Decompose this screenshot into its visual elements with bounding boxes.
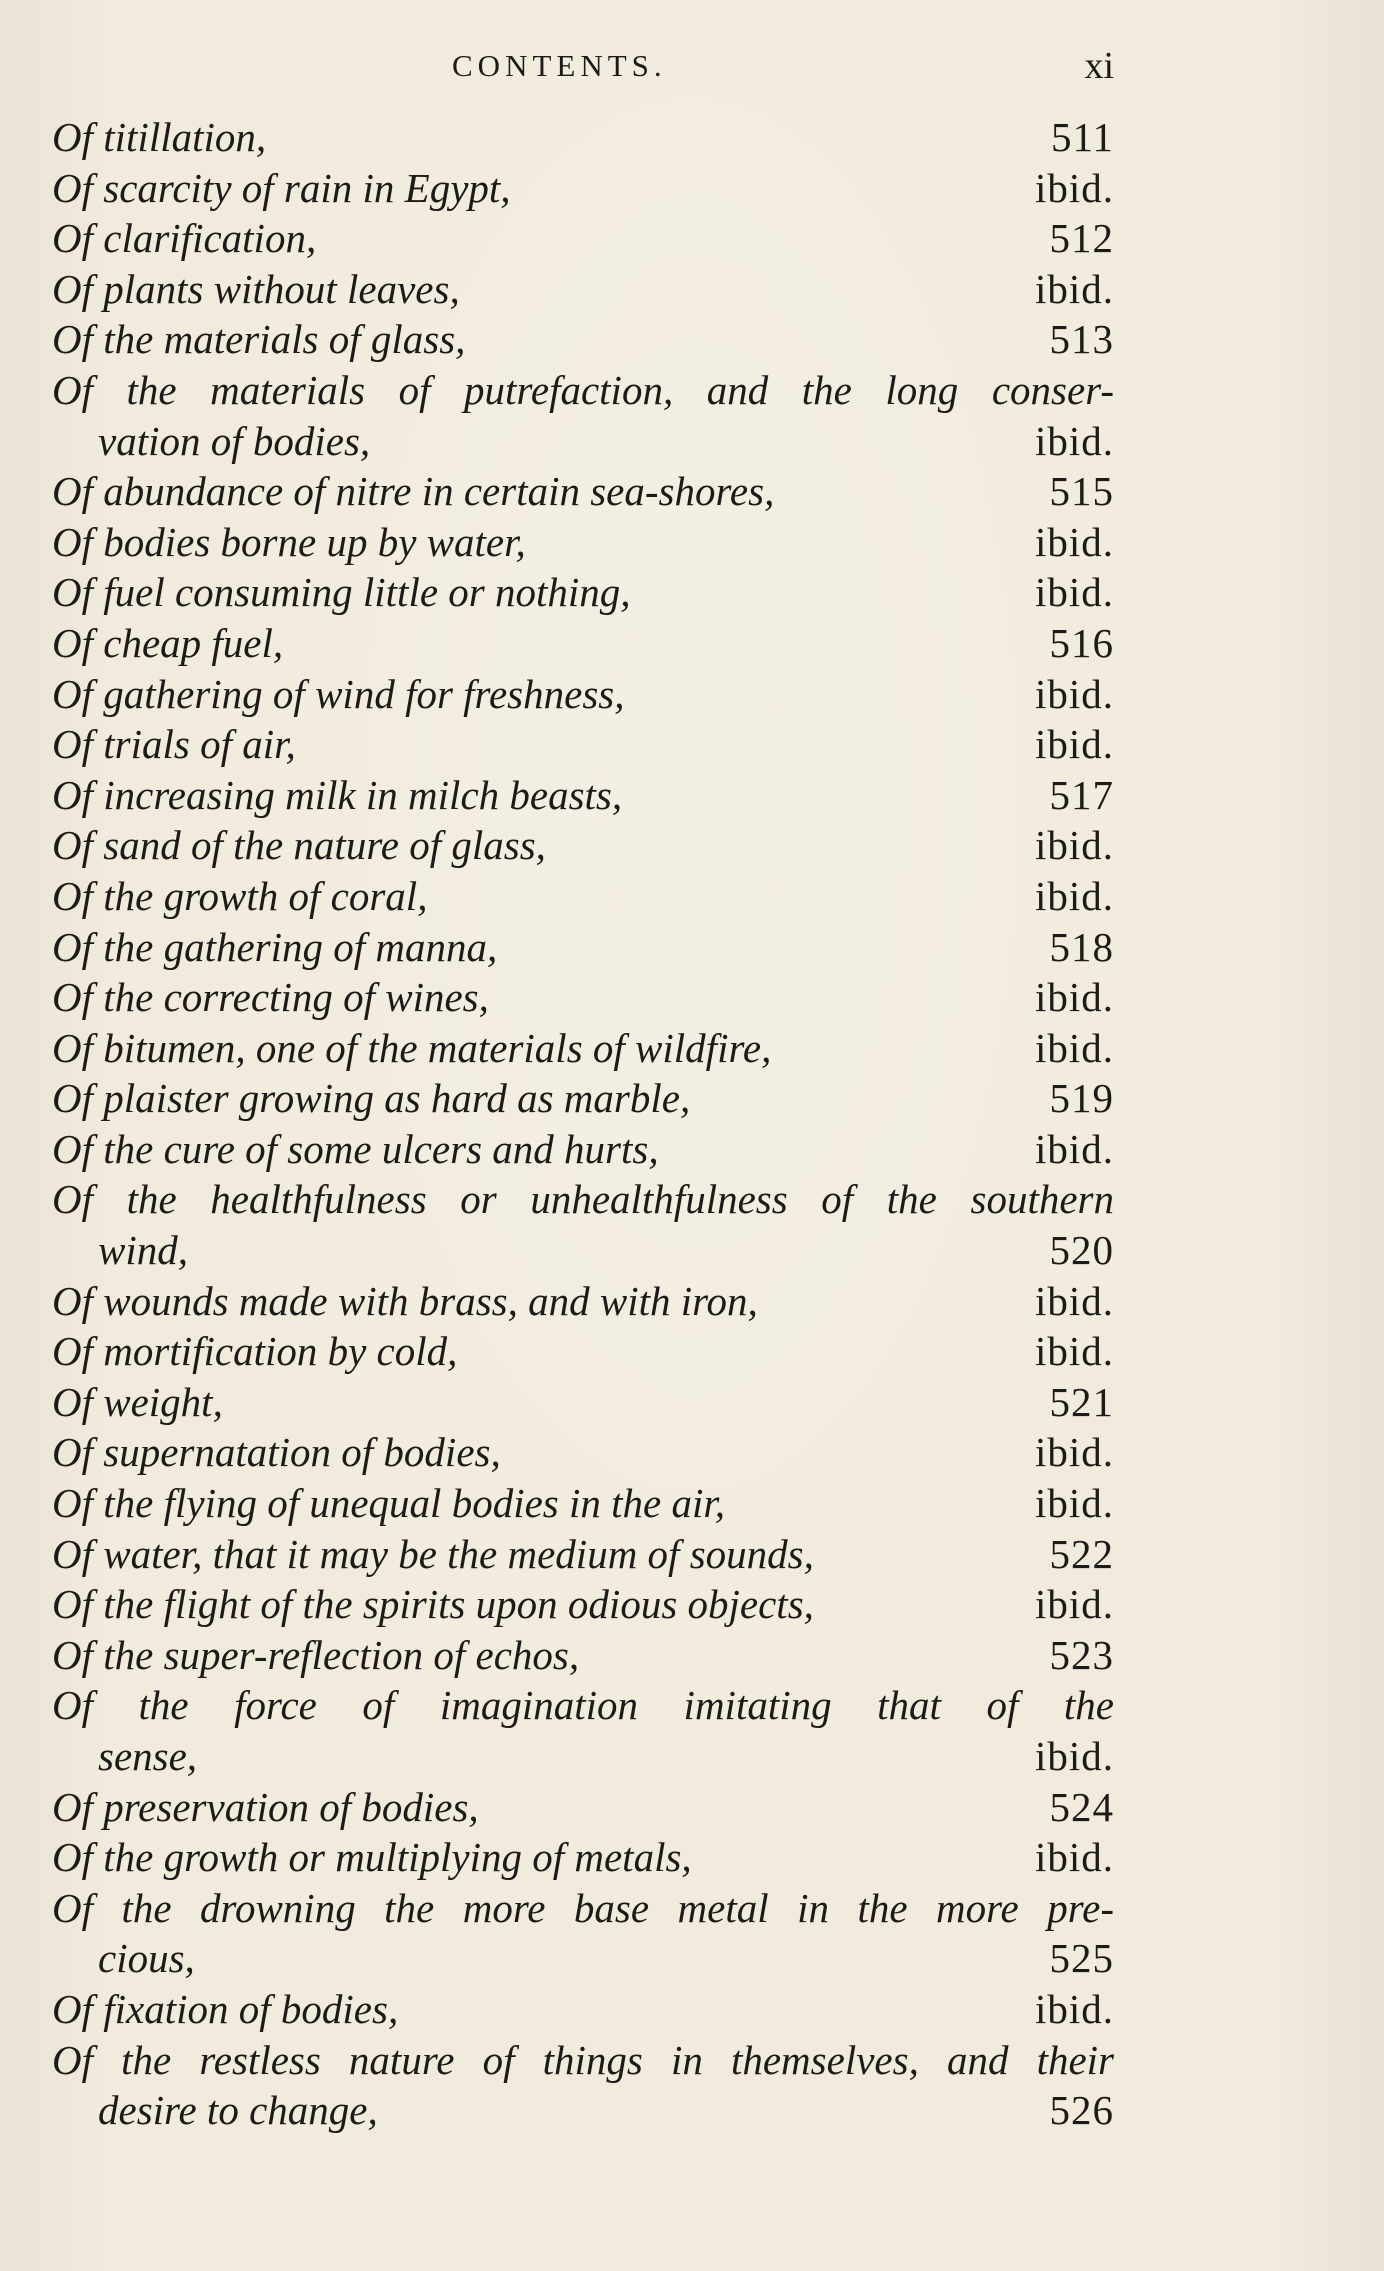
entry-title: Of titillation,	[52, 114, 267, 160]
entry-page-ref: 513	[1049, 316, 1114, 363]
entry-page-ref: ibid.	[1034, 1024, 1114, 1071]
entry-page-ref: 519	[1049, 1075, 1114, 1122]
entry-line	[52, 264, 1114, 315]
contents-entry	[52, 1984, 1114, 2035]
entry-line	[52, 1984, 1114, 2035]
contents-entry	[52, 314, 1114, 365]
contents-entry	[52, 820, 1114, 871]
entry-line	[52, 365, 1114, 416]
contents-entry	[52, 719, 1114, 770]
entry-page-ref: ibid.	[1034, 417, 1114, 464]
entry-title-continuation: sense,	[98, 1733, 198, 1779]
entry-title: Of plaister growing as hard as marble,	[52, 1075, 691, 1122]
entry-line	[52, 1124, 1114, 1175]
entry-title: Of the cure of some ulcers and hurts,	[52, 1125, 659, 1172]
entry-title: Of the restless nature of things in themselves, and their	[52, 2036, 1114, 2083]
entry-title-continuation: vation of bodies,	[98, 417, 371, 464]
entry-page-ref: ibid.	[1034, 265, 1114, 312]
entry-page-ref: 521	[1049, 1378, 1114, 1425]
entry-line	[52, 922, 1114, 973]
entry-line	[52, 972, 1114, 1023]
entry-title: Of preservation of bodies,	[52, 1783, 479, 1830]
page-header	[52, 42, 1114, 90]
contents-entry	[52, 1124, 1114, 1175]
entry-line	[52, 719, 1114, 770]
entry-page-ref: 515	[1049, 468, 1114, 515]
contents-entry	[52, 1782, 1114, 1833]
contents-entry	[52, 1377, 1114, 1428]
entry-continuation-line	[52, 2085, 1114, 2136]
entry-line	[52, 567, 1114, 618]
entry-page-ref: 516	[1049, 619, 1114, 666]
contents-entry	[52, 669, 1114, 720]
entry-page-ref: ibid.	[1034, 1480, 1114, 1527]
entry-page-ref: ibid.	[1034, 1277, 1114, 1324]
entry-page-ref: 526	[1049, 2087, 1114, 2134]
entry-line	[52, 2035, 1114, 2086]
contents-entry	[52, 871, 1114, 922]
entry-title: Of the materials of glass,	[52, 316, 466, 363]
entry-line	[52, 618, 1114, 669]
entry-continuation-line	[52, 1933, 1114, 1984]
entry-line	[52, 770, 1114, 821]
entry-page-ref: ibid.	[1034, 1429, 1114, 1476]
entry-title: Of wounds made with brass, and with iron,	[52, 1277, 758, 1324]
contents-entry	[52, 618, 1114, 669]
contents-entry	[52, 1529, 1114, 1580]
entry-line	[52, 1326, 1114, 1377]
entry-page-ref: ibid.	[1034, 1985, 1114, 2032]
entry-page-ref: ibid.	[1034, 569, 1114, 616]
contents-entry	[52, 1883, 1114, 1984]
entry-page-ref: 524	[1049, 1783, 1114, 1830]
entry-title: Of plants without leaves,	[52, 265, 460, 312]
entry-title: Of abundance of nitre in certain sea-shores,	[52, 468, 775, 515]
entry-title: Of trials of air,	[52, 721, 296, 768]
entry-line	[52, 112, 1114, 163]
entry-page-ref: ibid.	[1034, 1733, 1114, 1779]
entry-title: Of clarification,	[52, 215, 317, 262]
entry-title: Of the materials of putrefaction, and the long conser-	[52, 366, 1114, 413]
entry-title: Of the flight of the spirits upon odious objects,	[52, 1581, 814, 1628]
entry-page-ref: 520	[1049, 1227, 1114, 1274]
entry-title: Of water, that it may be the medium of sounds,	[52, 1530, 814, 1577]
entry-line	[52, 1427, 1114, 1478]
contents-entry	[52, 1630, 1114, 1681]
contents-entry	[52, 1174, 1114, 1275]
entry-page-ref: 517	[1049, 771, 1114, 818]
entry-title-continuation: wind,	[98, 1227, 188, 1274]
page-number: xi	[1084, 45, 1114, 87]
entry-page-ref: ibid.	[1034, 974, 1114, 1021]
entry-line	[52, 213, 1114, 264]
entry-title: Of fixation of bodies,	[52, 1985, 399, 2032]
entry-title-continuation: cious,	[98, 1935, 195, 1982]
entry-title: Of mortification by cold,	[52, 1328, 458, 1375]
entry-title: Of the super-reflection of echos,	[52, 1631, 580, 1678]
contents-entry	[52, 972, 1114, 1023]
contents-entry	[52, 567, 1114, 618]
entry-line	[52, 314, 1114, 365]
entry-page-ref: ibid.	[1034, 1328, 1114, 1375]
entry-line	[52, 466, 1114, 517]
entry-title: Of bitumen, one of the materials of wildfire,	[52, 1024, 772, 1071]
entry-line	[52, 163, 1114, 214]
entry-title: Of the growth or multiplying of metals,	[52, 1834, 692, 1881]
entry-line	[52, 517, 1114, 568]
entry-page-ref: 511	[1051, 114, 1114, 160]
entry-title: Of the growth of coral,	[52, 872, 428, 919]
entry-page-ref: ibid.	[1034, 822, 1114, 869]
entry-line	[52, 1174, 1114, 1225]
contents-entry	[52, 2035, 1114, 2136]
entry-page-ref: ibid.	[1034, 1581, 1114, 1628]
entry-line	[52, 1832, 1114, 1883]
contents-entry	[52, 1832, 1114, 1883]
entry-line	[52, 820, 1114, 871]
entry-line	[52, 1579, 1114, 1630]
contents-entry	[52, 922, 1114, 973]
entry-page-ref: 518	[1049, 923, 1114, 970]
entry-line	[52, 1478, 1114, 1529]
entry-line	[52, 1883, 1114, 1934]
entry-page-ref: ibid.	[1034, 1834, 1114, 1881]
entry-title: Of the drowning the more base metal in the more pre-	[52, 1884, 1114, 1931]
entry-page-ref: ibid.	[1034, 518, 1114, 565]
entry-title: Of the correcting of wines,	[52, 974, 489, 1021]
entry-title: Of the gathering of manna,	[52, 923, 498, 970]
contents-entry	[52, 1326, 1114, 1377]
entry-line	[52, 1276, 1114, 1327]
entry-title: Of weight,	[52, 1378, 223, 1425]
entry-title: Of the flying of unequal bodies in the air,	[52, 1480, 726, 1527]
contents-entry	[52, 264, 1114, 315]
contents-entry	[52, 517, 1114, 568]
entry-page-ref: ibid.	[1034, 872, 1114, 919]
entry-title: Of the force of imagination imitating that of the	[52, 1682, 1114, 1729]
entry-title: Of bodies borne up by water,	[52, 518, 526, 565]
entry-page-ref: ibid.	[1034, 164, 1114, 211]
contents-entry	[52, 770, 1114, 821]
contents-entry	[52, 365, 1114, 466]
entry-line	[52, 1073, 1114, 1124]
contents-entry	[52, 1023, 1114, 1074]
entry-line	[52, 1377, 1114, 1428]
entry-title: Of supernatation of bodies,	[52, 1429, 501, 1476]
entry-page-ref: 523	[1049, 1631, 1114, 1678]
entry-title: Of sand of the nature of glass,	[52, 822, 546, 869]
entry-page-ref: 525	[1049, 1935, 1114, 1982]
contents-entry	[52, 1427, 1114, 1478]
entry-title: Of gathering of wind for freshness,	[52, 670, 625, 717]
contents-entry	[52, 163, 1114, 214]
entry-continuation-line	[52, 1225, 1114, 1276]
entry-page-ref: ibid.	[1034, 1125, 1114, 1172]
entry-line	[52, 871, 1114, 922]
contents-entry	[52, 1073, 1114, 1124]
entry-title: Of fuel consuming little or nothing,	[52, 569, 631, 616]
contents-entry	[52, 1680, 1114, 1781]
entry-title: Of the healthfulness or unhealthfulness of the southern	[52, 1176, 1114, 1223]
entry-title: Of cheap fuel,	[52, 619, 284, 666]
contents-entry	[52, 466, 1114, 517]
entry-page-ref: 512	[1049, 215, 1114, 262]
contents-list	[52, 112, 1114, 2136]
entry-page-ref: ibid.	[1034, 721, 1114, 768]
contents-entry	[52, 1276, 1114, 1327]
entry-page-ref: ibid.	[1034, 670, 1114, 717]
entry-line	[52, 1023, 1114, 1074]
entry-page-ref: 522	[1049, 1530, 1114, 1577]
entry-line	[52, 1680, 1114, 1731]
entry-line	[52, 1782, 1114, 1833]
contents-entry	[52, 112, 1114, 163]
entry-line	[52, 1529, 1114, 1580]
entry-line	[52, 1630, 1114, 1681]
running-head: CONTENTS.	[452, 48, 667, 83]
entry-line	[52, 669, 1114, 720]
entry-title: Of scarcity of rain in Egypt,	[52, 164, 511, 211]
entry-continuation-line	[52, 1731, 1114, 1782]
contents-entry	[52, 213, 1114, 264]
contents-entry	[52, 1579, 1114, 1630]
entry-title-continuation: desire to change,	[98, 2087, 378, 2134]
contents-entry	[52, 1478, 1114, 1529]
entry-title: Of increasing milk in milch beasts,	[52, 771, 623, 818]
entry-continuation-line	[52, 416, 1114, 467]
